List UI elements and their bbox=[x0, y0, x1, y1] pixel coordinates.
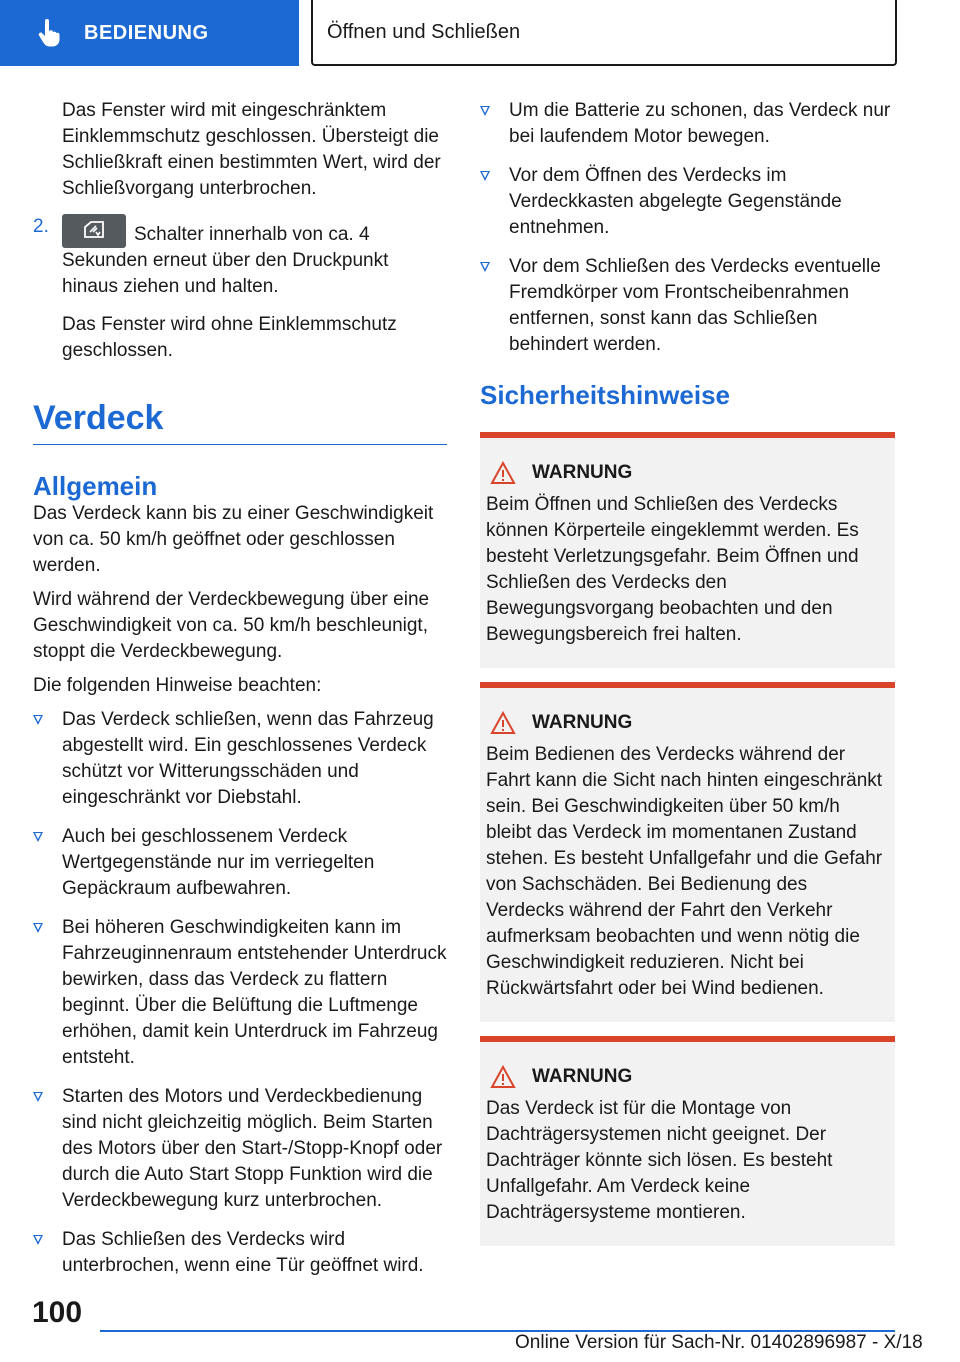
page-number: 100 bbox=[32, 1296, 83, 1329]
chapter-title: Öffnen und Schließen bbox=[327, 20, 521, 43]
triangle-bullet-icon bbox=[33, 923, 43, 933]
heading-verdeck: Verdeck bbox=[33, 398, 447, 445]
step-2-note: Das Fenster wird ohne Einklemmschutz geschlossen. bbox=[62, 314, 397, 361]
section-tab bbox=[0, 0, 299, 66]
section-label: BEDIENUNG bbox=[84, 21, 209, 44]
triangle-bullet-icon bbox=[33, 715, 43, 725]
heading-allgemein: Allgemein bbox=[33, 471, 158, 501]
triangle-bullet-icon bbox=[480, 171, 490, 181]
list-item: Vor dem Schließen des Verdecks eventuelle Fremdkörper vom Frontscheibenrahmen entfernen, sonst kann das Schließen behindert werden. bbox=[480, 254, 895, 358]
window-switch-icon bbox=[62, 214, 126, 248]
warning-triangle-icon bbox=[490, 1065, 516, 1089]
warning-triangle-icon bbox=[490, 711, 516, 735]
warning-box-1 bbox=[480, 432, 895, 668]
hand-pointer-icon bbox=[34, 18, 64, 48]
list-item: Auch bei geschlossenem Verdeck Wertgegenstände nur im verriegelten Gepäckraum aufbewahren. bbox=[33, 824, 447, 902]
triangle-bullet-icon bbox=[33, 1092, 43, 1102]
intro-paragraph: Das Fenster wird mit eingeschränktem Einklemmschutz geschlossen. Übersteigt die Schließkraft einen bestimmten Wert, wird der Schließvorgang unterbrochen. bbox=[62, 100, 441, 199]
list-item: Das Schließen des Verdecks wird unterbrochen, wenn eine Tür geöffnet wird. bbox=[33, 1227, 447, 1279]
heading-sicherheitshinweise: Sicherheitshinweise bbox=[480, 380, 730, 410]
warning-box-3 bbox=[480, 1036, 895, 1246]
left-bullet-list bbox=[33, 707, 447, 1279]
paragraph-2: Wird während der Verdeckbewegung über eine Geschwindigkeit von ca. 50 km/h beschleunigt, stoppt die Verdeckbewegung. bbox=[33, 589, 430, 662]
step-number: 2. bbox=[33, 216, 49, 237]
warning-text: Beim Öffnen und Schließen des Verdecks können Körperteile eingeklemmt werden. Es besteht Verletzungsgefahr. Beim Öffnen und Schließen des Verdecks den Bewegungsvorgang beobachten und den Bewegungsbereich frei halten. bbox=[486, 494, 859, 645]
triangle-bullet-icon bbox=[480, 262, 490, 272]
paragraph-3: Die folgenden Hinweise beachten: bbox=[33, 675, 322, 696]
triangle-bullet-icon bbox=[33, 1235, 43, 1245]
warning-label: WARNUNG bbox=[532, 462, 633, 483]
list-item: Das Verdeck schließen, wenn das Fahrzeug abgestellt wird. Ein geschlossenes Verdeck schützt vor Witterungsschäden und eingeschränkt vor Diebstahl. bbox=[33, 707, 447, 811]
page-header bbox=[0, 0, 960, 66]
triangle-bullet-icon bbox=[33, 832, 43, 842]
step-2 bbox=[33, 214, 447, 364]
step-2-text: Schalter innerhalb von ca. 4 Sekunden erneut über den Druckpunkt hinaus ziehen und halten. bbox=[62, 224, 389, 297]
warning-text: Beim Bedienen des Verdecks während der Fahrt kann die Sicht nach hinten eingeschränkt sein. Bei Geschwindigkeiten über 50 km/h bleibt das Verdeck im momentanen Zustand stehen. Es besteht Unfallgefahr und die Gefahr von Sachschäden. Bei Bedienung des Verdecks während der Fahrt den Verkehr aufmerksam beobachten und wenn nötig die Geschwindigkeit reduzieren. Nicht bei Rückwärtsfahrt oder bei Wind bedienen. bbox=[486, 744, 883, 999]
warning-text: Das Verdeck ist für die Montage von Dachträgersystemen nicht geeignet. Der Dachträger könnte sich lösen. Es besteht Unfallgefahr. Am Verdeck keine Dachträgersysteme montieren. bbox=[486, 1098, 833, 1223]
list-item: Starten des Motors und Verdeckbedienung sind nicht gleichzeitig möglich. Beim Starten des Motors über den Start-/Stopp-Knopf oder durch die Auto Start Stopp Funktion wird die Verdeckbewegung kurz unterbrochen. bbox=[33, 1084, 447, 1214]
warning-label: WARNUNG bbox=[532, 712, 633, 733]
warning-label: WARNUNG bbox=[532, 1066, 633, 1087]
warning-triangle-icon bbox=[490, 461, 516, 485]
triangle-bullet-icon bbox=[480, 106, 490, 116]
left-column bbox=[33, 98, 447, 1292]
chapter-tab bbox=[311, 0, 897, 66]
right-bullet-list bbox=[480, 98, 895, 358]
paragraph-1: Das Verdeck kann bis zu einer Geschwindigkeit von ca. 50 km/h geöffnet oder geschlossen werden. bbox=[33, 503, 434, 576]
warning-box-2 bbox=[480, 682, 895, 1022]
list-item: Bei höheren Geschwindigkeiten kann im Fahrzeuginnenraum entstehender Unterdruck bewirken, dass das Verdeck zu flattern beginnt. Über die Belüftung die Luftmenge erhöhen, damit kein Unterdruck im Fahrzeug entsteht. bbox=[33, 915, 447, 1071]
footer-version-text: Online Version für Sach-Nr. 01402896987 - X/18 bbox=[515, 1332, 923, 1353]
list-item: Vor dem Öffnen des Verdecks im Verdeckkasten abgelegte Gegenstände entnehmen. bbox=[480, 163, 895, 241]
list-item: Um die Batterie zu schonen, das Verdeck nur bei laufendem Motor bewegen. bbox=[480, 98, 895, 150]
right-column bbox=[480, 98, 895, 1246]
